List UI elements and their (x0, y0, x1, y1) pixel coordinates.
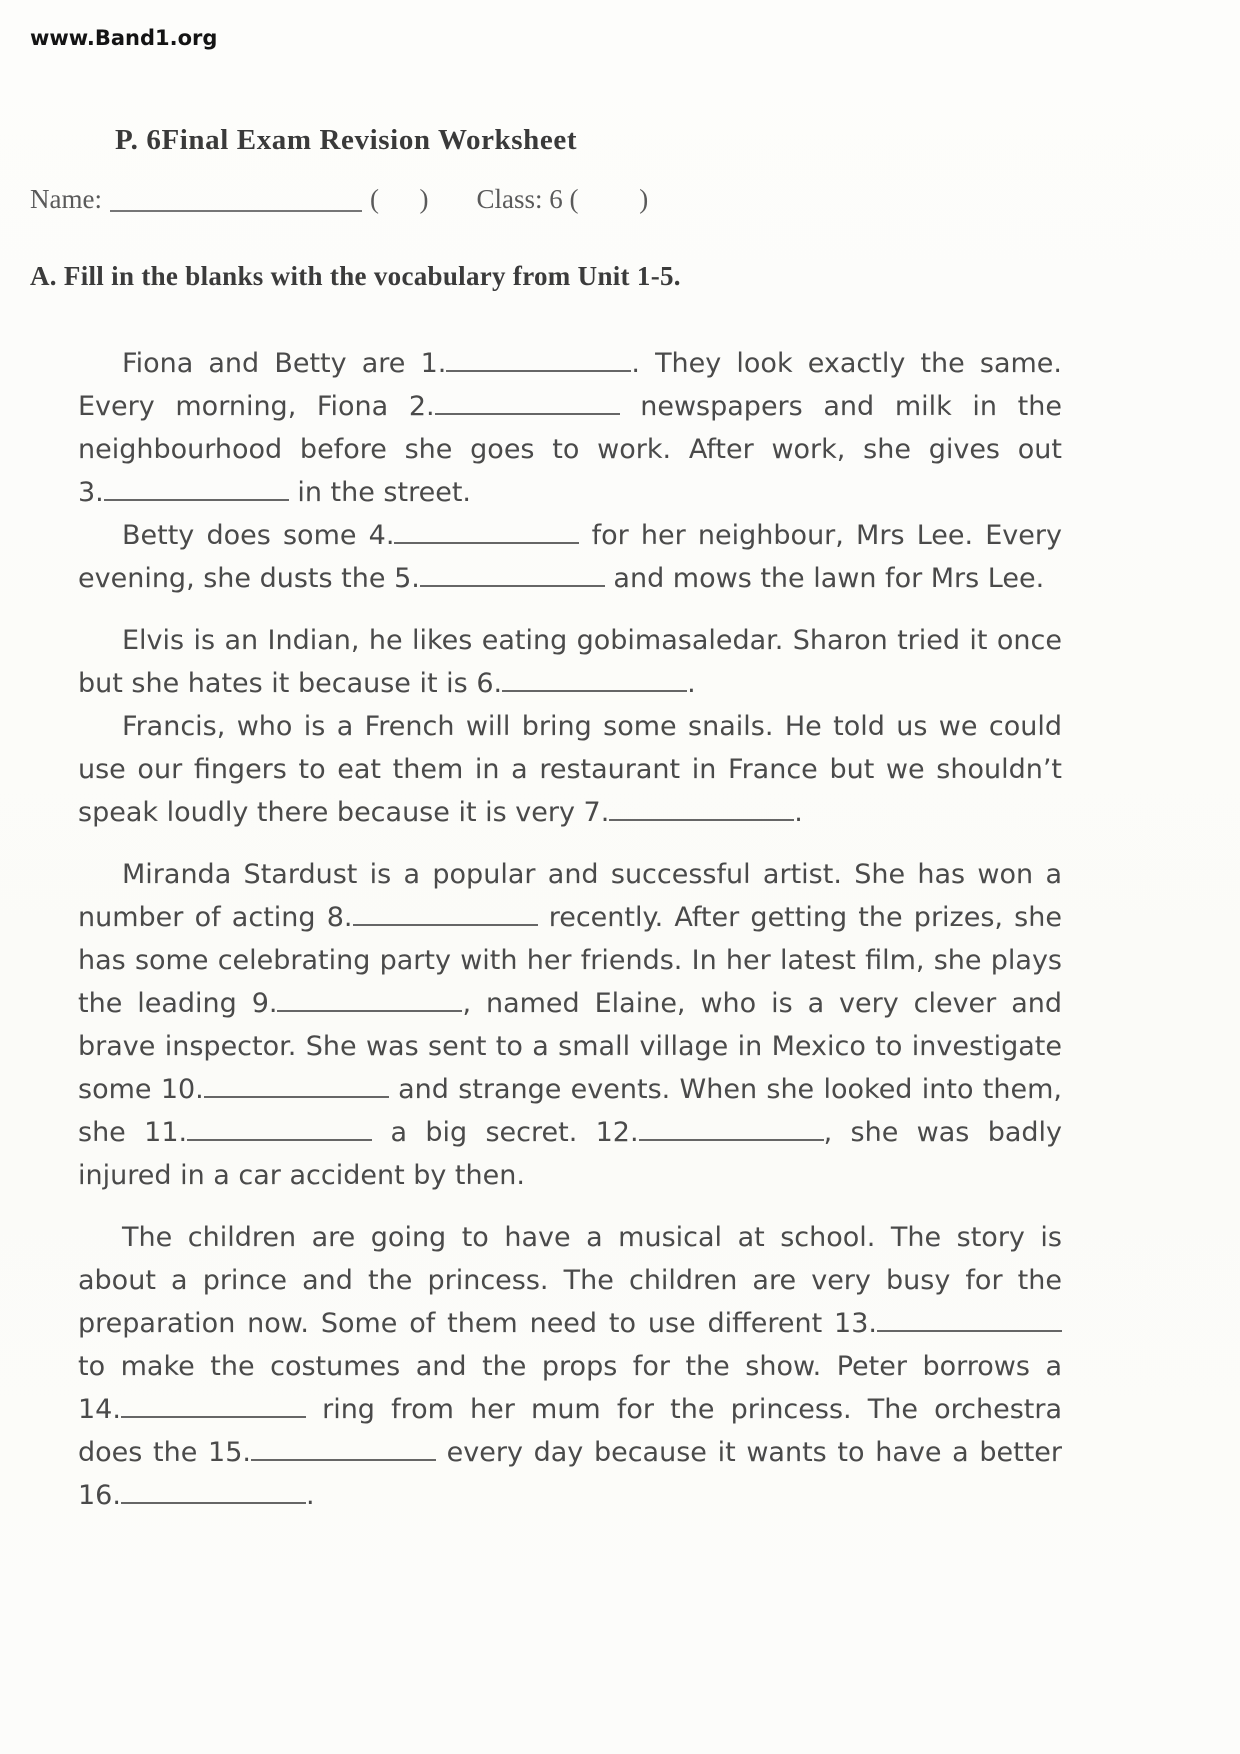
blank-line-7 (609, 799, 794, 821)
blank-number: 6. (476, 668, 503, 699)
paragraph-2: Betty does some 4. for her neighbour, Mrs Lee. Every evening, she dusts the 5. and mows the lawn for Mrs Lee. (78, 520, 1062, 594)
name-class-line (30, 184, 1210, 215)
blank-group-16 (78, 1480, 306, 1511)
blank-number: 12. (595, 1117, 639, 1148)
blank-line-10 (204, 1076, 389, 1098)
blank-line-14 (121, 1396, 306, 1418)
class-label: Class: 6 ( ) (476, 184, 649, 214)
blank-group-1 (421, 348, 632, 379)
blank-group-12 (596, 1117, 824, 1148)
blank-line-4 (394, 522, 579, 544)
blank-line-6 (502, 670, 687, 692)
blank-group-4 (369, 520, 580, 551)
blank-line-13 (877, 1310, 1062, 1332)
blank-number: 10. (160, 1074, 204, 1105)
blank-group-3 (78, 477, 289, 508)
paragraph-3: Elvis is an Indian, he likes eating gobimasaledar. Sharon tried it once but she hates it because it is 6. . (78, 625, 1062, 699)
section-a-heading: A. Fill in the blanks with the vocabulary from Unit 1-5. (30, 261, 681, 291)
blank-group-14 (78, 1394, 306, 1425)
blank-number: 1. (420, 348, 447, 379)
paragraph-1: Fiona and Betty are 1. . They look exactly the same. Every morning, Fiona 2. newspapers and milk in the neighbourhood before she goes to work. After work, she gives out 3. in the street. (78, 348, 1063, 508)
blank-number: 2. (408, 391, 435, 422)
paragraph-6: The children are going to have a musical at school. The story is about a prince and the princess. The children are very busy for the preparation now. Some of them need to use different 13. to make the costumes and the props for the show. Peter borrows a 14. ring from her mum for the princess. The orchestra does the 15. every day because it wants to have a better 16. . (78, 1222, 1062, 1511)
blank-group-13 (834, 1308, 1062, 1339)
blank-line-5 (420, 565, 605, 587)
blank-line-16 (121, 1482, 306, 1504)
blank-group-15 (208, 1437, 436, 1468)
blank-group-6 (476, 668, 687, 699)
blank-number: 15. (208, 1437, 251, 1468)
blank-line-2 (435, 393, 620, 415)
blank-line-15 (251, 1439, 436, 1461)
paragraphs-container (78, 342, 1062, 1517)
blank-number: 9. (251, 988, 278, 1019)
blank-number: 3. (78, 477, 104, 508)
blank-line-11 (187, 1119, 372, 1141)
worksheet-title: P. 6Final Exam Revision Worksheet (115, 124, 578, 156)
blank-number: 13. (834, 1308, 877, 1339)
marks-parentheses: ( ) (369, 184, 429, 214)
paragraph-4: Francis, who is a French will bring some snails. He told us we could use our fingers to eat them in a restaurant in France but we shouldn’t speak loudly there because it is very 7. . (78, 711, 1062, 828)
blank-line-8 (353, 904, 538, 926)
blank-group-10 (161, 1074, 389, 1105)
blank-line-3 (104, 479, 289, 501)
blank-number: 14. (78, 1394, 121, 1425)
blank-line-1 (446, 350, 631, 372)
blank-number: 4. (368, 520, 395, 551)
blank-number: 5. (394, 563, 420, 594)
blank-number: 7. (583, 797, 610, 828)
blank-line-12 (639, 1119, 824, 1141)
blank-number: 11. (144, 1117, 188, 1148)
blank-number: 16. (78, 1480, 121, 1511)
blank-number: 8. (326, 902, 353, 933)
blank-group-2 (409, 391, 620, 422)
blank-group-8 (327, 902, 538, 933)
watermark-url: www.Band1.org (30, 26, 218, 50)
name-label: Name: (30, 184, 102, 214)
blank-group-7 (584, 797, 795, 828)
name-blank-line (110, 185, 362, 212)
blank-line-9 (277, 990, 462, 1012)
paragraph-5: Miranda Stardust is a popular and successful artist. She has won a number of acting 8. recently. After getting the prizes, she has some celebrating party with her friends. In her latest film, she plays the leading 9. , named Elaine, who is a very clever and brave inspector. She was sent to a small village in Mexico to investigate some 10. and strange events. When she looked into them, she 11. a big secret. 12. , she was badly injured in a car accident by then. (78, 859, 1062, 1191)
blank-group-11 (144, 1117, 372, 1148)
blank-group-9 (252, 988, 463, 1019)
blank-group-5 (394, 563, 605, 594)
